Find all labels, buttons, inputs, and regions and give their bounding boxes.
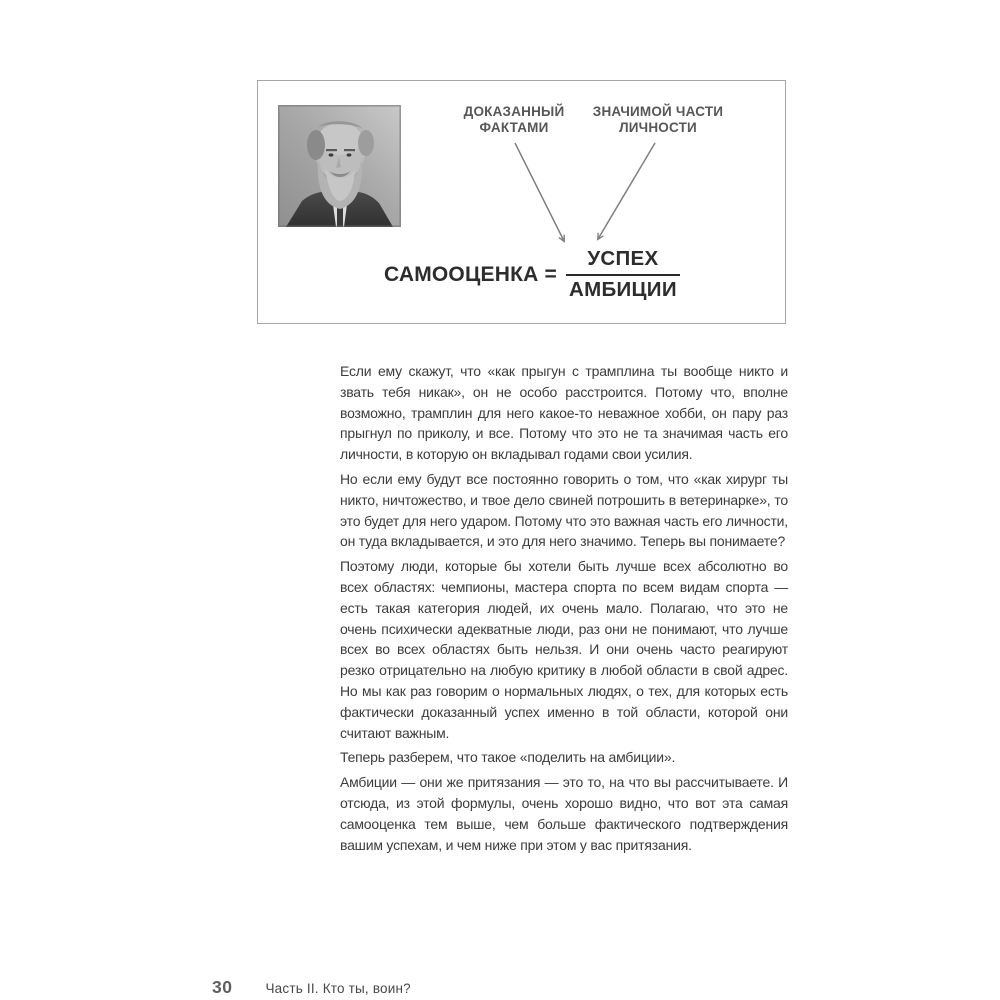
- paragraph: Если ему скажут, что «как прыгун с трамплина ты вообще никто и звать тебя никак», он не особо расстроится. Потому что, вполне возможно, трамплин для него какое-то неважное хобби, он пару раз прыгнул по приколу, и все. Потому что это не та значимая часть его личности, в которую он вкладывал годами свои усилия.: [340, 363, 788, 463]
- fraction-numerator: УСПЕХ: [587, 247, 659, 270]
- annotation-line: ЗНАЧИМОЙ ЧАСТИ: [592, 104, 724, 119]
- annotation-line: ФАКТАМИ: [479, 119, 549, 135]
- paragraph: Но если ему будут все постоянно говорить о том, что «как хирург ты никто, ничтожество, и твое дело свиней потрошить в ветеринарке», то это будет для него ударом. Потому что это важная часть его личности, он туда вкладывается, и это для него значимо. Теперь вы понимаете?: [340, 470, 788, 550]
- fraction-bar: [566, 274, 680, 276]
- fraction-denominator: АМБИЦИИ: [568, 278, 677, 301]
- body-text: [340, 361, 788, 859]
- page-footer: [212, 977, 788, 998]
- paragraph: Теперь разберем, что такое «поделить на амбиции».: [340, 749, 676, 766]
- running-footer-title: Часть II. Кто ты, воин?: [265, 981, 411, 996]
- arrow-right-icon: [598, 143, 655, 239]
- paragraph: Поэтому люди, которые бы хотели быть лучше всех абсолютно во всех областях: чемпионы, мастера спорта по всем видам спорта — есть такая категория людей, их очень мало. Полагаю, что это не очень психически адекватные люди, раз они не понимают, что лучше всех во всех областях быть нельзя. И они очень часто реагируют резко отрицательно на любую критику в любой области в свой адрес. Но мы как раз говорим о нормальных людях, о тех, для которых есть фактически доказанный успех именно в той области, которой они считают важным.: [340, 558, 788, 741]
- annotation-line: ДОКАЗАННЫЙ: [463, 104, 565, 119]
- book-page: [212, 78, 788, 997]
- arrow-left-icon: [515, 143, 564, 241]
- paragraph: Амбиции — они же притязания — это то, на что вы рассчитываете. И отсюда, из этой формулы, очень хорошо видно, что вот эта самая самооценка тем выше, чем больше фактического подтверждения вашим успехам, и чем ниже при этом у вас притязания.: [340, 774, 788, 853]
- page-number: 30: [212, 977, 233, 997]
- formula-lhs: САМООЦЕНКА =: [384, 262, 557, 286]
- annotation-line: ЛИЧНОСТИ: [619, 119, 697, 135]
- formula-fraction: [566, 247, 680, 302]
- self-esteem-formula-figure: [257, 80, 786, 324]
- self-esteem-formula: [384, 247, 680, 302]
